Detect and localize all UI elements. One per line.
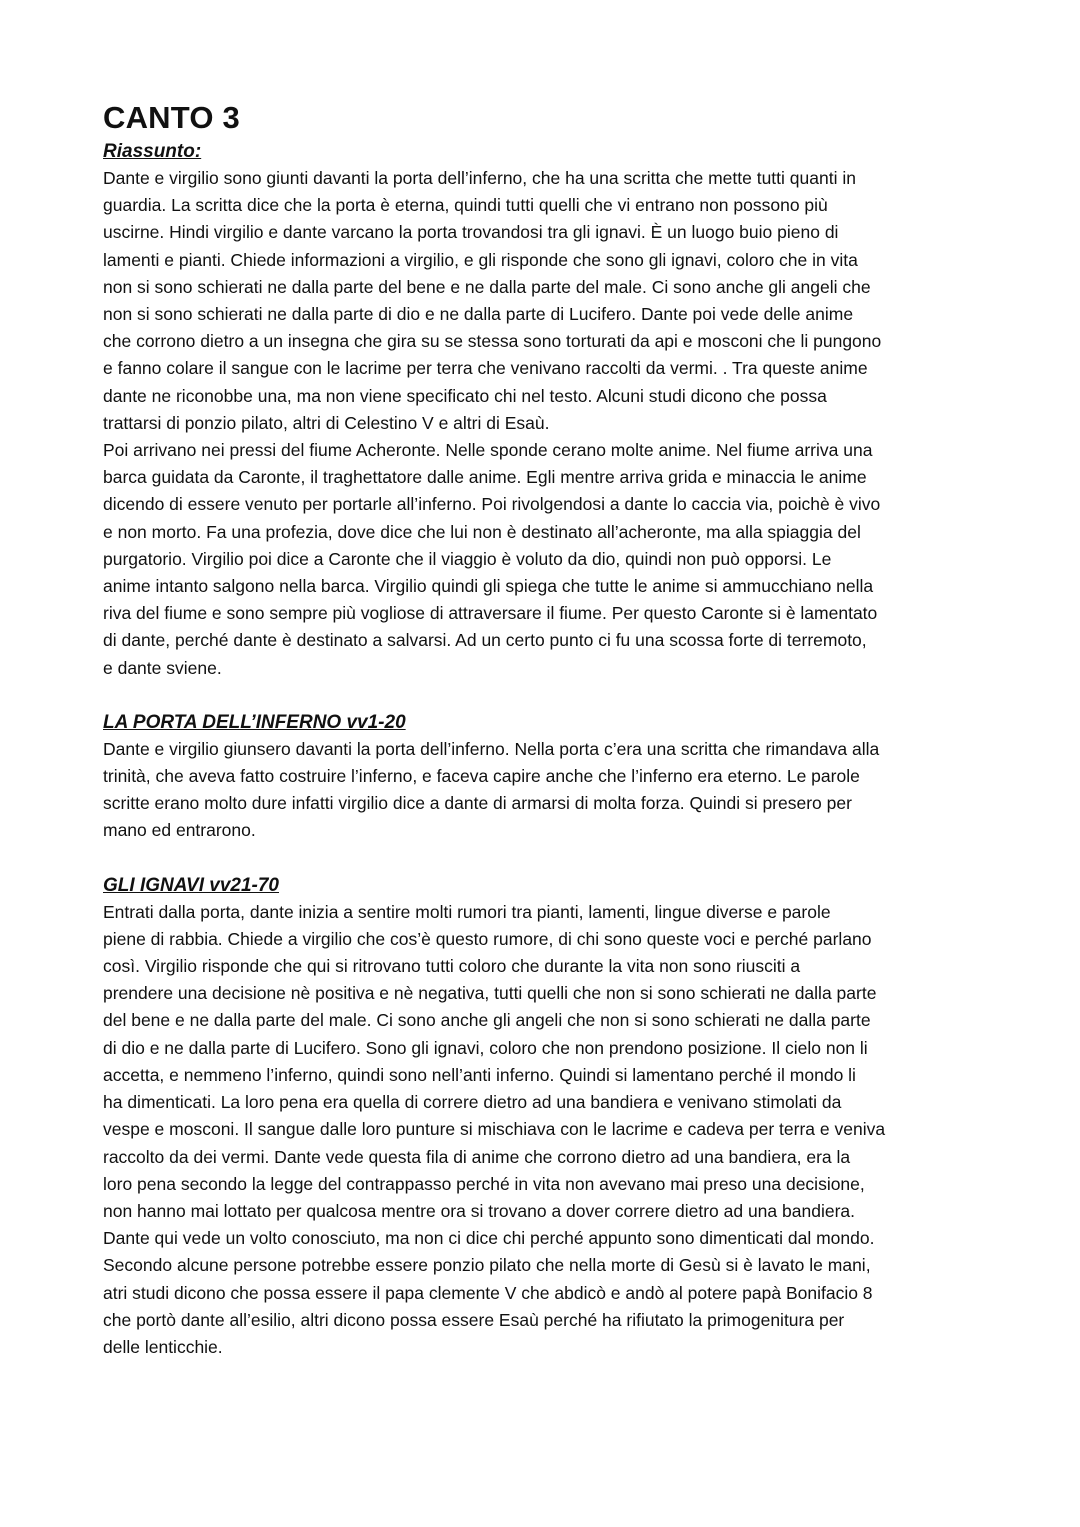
paragraph-ignavi: Entrati dalla porta, dante inizia a sentire molti rumori tra pianti, lamenti, lingue diverse e parole piene di rabbia. Chiede a virgilio che cos’è questo rumore, di chi sono queste voci e perché parlano così. Virgilio risponde che qui si ritrovano tutti coloro che durante la vita non sono riusciti a prendere una decisione nè positiva e nè negativa, tutti quelli che non si sono schierati ne dalla parte del bene e ne dalla parte del male. Ci sono anche gli angeli che non si sono schierati ne dalla parte di dio e ne dalla parte di Lucifero. Sono gli ignavi, coloro che non prendono posizione. Il cielo non li accetta, e nemmeno l’inferno, quindi sono nell’anti inferno. Quindi si lamentano perché il mondo li ha dimenticati. La loro pena era quella di correre dietro ad una bandiera e venivano stimolati da vespe e mosconi. Il sangue dalle loro punture si mischiava con le lacrime e cadeva per terra e veniva raccolto da dei vermi. Dante vede questa fila di anime che corrono dietro ad una bandiera, era la loro pena secondo la legge del contrappasso perché in vita non avevano mai preso una decisione, non hanno mai lottato per qualcosa mentre ora si trovano a dover correre dietro ad una bandiera. Dante qui vede un volto conosciuto, ma non ci dice chi perché appunto sono dimenticati dal mondo. Secondo alcune persone potrebbe essere ponzio pilato che nella morte di Gesù si è lavato le mani, atri studi dicono che possa essere il papa clemente V che abdicò e andò al potere papà Bonifacio 8 che portò dante all’esilio, altri dicono possa essere Esaù perché ha rifiutato la primogenitura per delle lenticchie.: [103, 901, 886, 1357]
section-heading-ignavi: GLI IGNAVI vv21-70: [103, 874, 279, 896]
spacer: [103, 845, 1003, 872]
section-heading-riassunto: Riassunto:: [103, 141, 202, 162]
paragraph-porta-inferno: Dante e virgilio giunsero davanti la porta dell’inferno. Nella porta c’era una scritta che rimandava alla trinità, che aveva fatto costruire l’inferno, e faceva capire anche che l’inferno era eterno. Le parole scritte erano molto dure infatti virgilio dice a dante di armarsi di molta forza. Quindi si presero per mano ed entrarono.: [103, 738, 880, 841]
section-porta-inferno: [103, 709, 1003, 845]
page-title: CANTO 3: [103, 100, 240, 135]
paragraph-riassunto-2: Poi arrivano nei pressi del fiume Acheronte. Nelle sponde cerano molte anime. Nel fiume arriva una barca guidata da Caronte, il traghettatore dalle anime. Egli mentre arriva grida e minaccia le anime dicendo di essere venuto per portarle all’inferno. Poi rivolgendosi a dante lo caccia via, poichè è vivo e non morto. Fa una profezia, dove dice che lui non è destinato all’acheronte, ma alla spiaggia del purgatorio. Virgilio poi dice a Caronte che il viaggio è voluto da dio, quindi non può opporsi. Le anime intanto salgono nella barca. Virgilio quindi gli spiega che tutte le anime si ammucchiano nella riva del fiume e sono sempre più vogliose di attraversare il fiume. Per questo Caronte si è lamentato di dante, perché dante è destinato a salvarsi. Ad un certo punto ci fu una scossa forte di terremoto, e dante sviene.: [103, 440, 881, 678]
paragraph-riassunto-1: Dante e virgilio sono giunti davanti la porta dell’inferno, che ha una scritta che mette tutti quanti in guardia. La scritta dice che la porta è eterna, quindi tutti quelli che vi entrano non possono più uscirne. Hindi virgilio e dante varcano la porta trovandosi tra gli ignavi. È un luogo buio pieno di lamenti e pianti. Chiede informazioni a virgilio, e gli risponde che sono gli ignavi, coloro che in vita non si sono schierati ne dalla parte del bene e ne dalla parte del male. Ci sono anche gli angeli che non si sono schierati ne dalla parte di dio e ne dalla parte di Lucifero. Dante poi vede delle anime che corrono dietro a un insegna che gira su se stessa sono torturati da api e mosconi che li pungono e fanno colare il sangue con le lacrime per terra che venivano raccolti da vermi. . Tra queste anime dante ne riconobbe una, ma non viene specificato chi nel testo. Alcuni studi dicono che possa trattarsi di ponzio pilato, altri di Celestino V e altri di Esaù.: [103, 168, 882, 433]
spacer: [103, 682, 1003, 709]
section-ignavi: [103, 872, 1003, 1361]
section-heading-porta-inferno: LA PORTA DELL’INFERNO vv1-20: [103, 711, 406, 733]
document-page: [103, 98, 1003, 1361]
section-riassunto: [103, 138, 1003, 682]
